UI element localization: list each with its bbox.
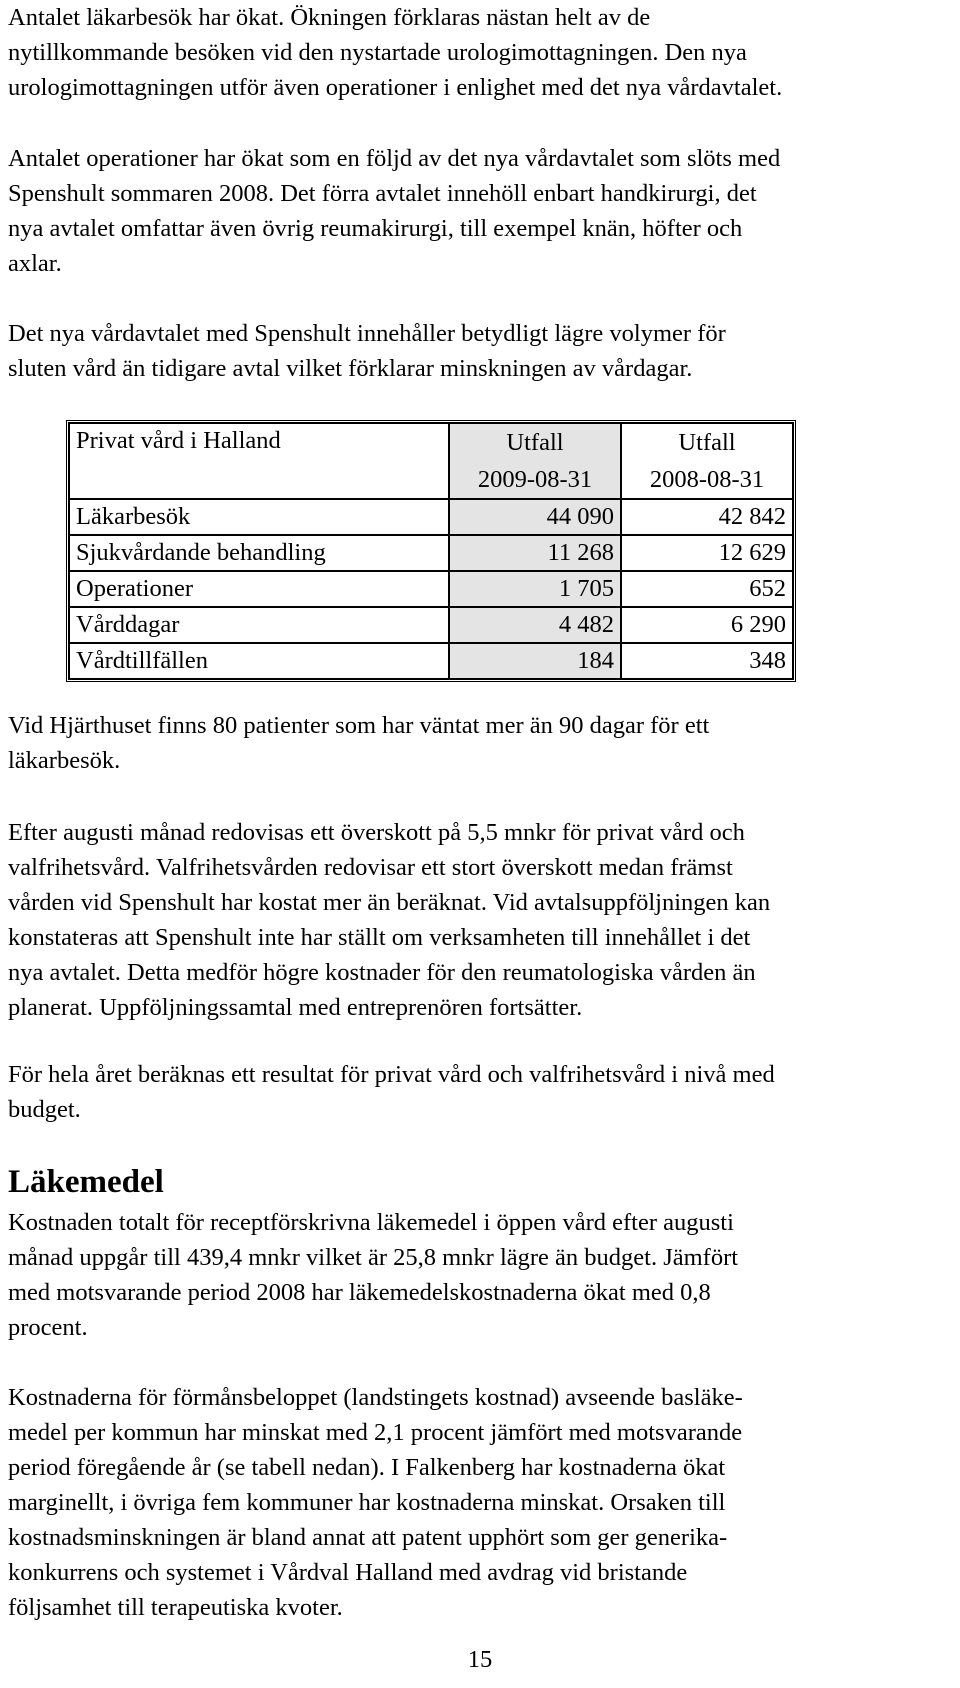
value-2008: 6 290 (621, 607, 793, 643)
paragraph-benefit-costs (8, 1380, 938, 1625)
paragraph-operations (8, 141, 938, 281)
value-2009: 11 268 (449, 535, 621, 571)
text-line: Antalet operationer har ökat som en följd av det nya vårdavtalet som slöts med (8, 145, 781, 172)
text-line: procent. (8, 1314, 88, 1341)
text-line: marginellt, i övriga fem kommuner har kostnaderna minskat. Orsaken till (8, 1489, 726, 1516)
text-line: För hela året beräknas ett resultat för privat vård och valfrihetsvård i nivå med (8, 1061, 775, 1088)
text-line: Det nya vårdavtalet med Spenshult innehåller betydligt lägre volymer för (8, 320, 726, 347)
text-line: Efter augusti månad redovisas ett överskott på 5,5 mnkr för privat vård och (8, 819, 745, 846)
text-line: planerat. Uppföljningssamtal med entreprenören fortsätter. (8, 994, 583, 1021)
text-line: Spenshult sommaren 2008. Det förra avtalet innehöll enbart handkirurgi, det (8, 180, 757, 207)
paragraph-year-result (8, 1057, 938, 1127)
text-line: valfrihetsvård. Valfrihetsvården redovisar ett stort överskott medan främst (8, 854, 733, 881)
paragraph-heart-center (8, 708, 938, 778)
text-line: Antalet läkarbesök har ökat. Ökningen förklaras nästan helt av de (8, 4, 651, 31)
text-line: nya avtalet omfattar även övrig reumakirurgi, till exempel knän, höfter och (8, 215, 743, 242)
paragraph-drug-costs (8, 1205, 938, 1345)
paragraph-doctor-visits (8, 0, 938, 105)
row-label: Läkarbesök (69, 499, 449, 535)
section-heading: Läkemedel (8, 1164, 164, 1200)
header-line: Utfall (506, 429, 564, 456)
text-line: med motsvarande period 2008 har läkemedelskostnaderna ökat med 0,8 (8, 1279, 711, 1306)
text-line: läkarbesök. (8, 747, 121, 774)
table-row (69, 607, 793, 643)
row-label: Vårdtillfällen (69, 643, 449, 679)
table-header-row (69, 423, 793, 499)
row-label: Vårddagar (69, 607, 449, 643)
value-2008: 42 842 (621, 499, 793, 535)
table-row (69, 571, 793, 607)
text-line: månad uppgår till 439,4 mnkr vilket är 25,8 mnkr lägre än budget. Jämfört (8, 1244, 739, 1271)
paragraph-care-agreement (8, 316, 938, 386)
text-line: medel per kommun har minskat med 2,1 procent jämfört med motsvarande (8, 1419, 743, 1446)
header-line: 2009-08-31 (477, 466, 593, 493)
value-2008: 348 (621, 643, 793, 679)
value-2009: 44 090 (449, 499, 621, 535)
paragraph-surplus (8, 815, 938, 1025)
text-line: nya avtalet. Detta medför högre kostnader för den reumatologiska vården än (8, 959, 756, 986)
text-line: budget. (8, 1096, 81, 1123)
value-2008: 12 629 (621, 535, 793, 571)
text-line: följsamhet till terapeutiska kvoter. (8, 1594, 343, 1621)
table-header-label: Privat vård i Halland (69, 423, 449, 499)
text-line: period föregående år (se tabell nedan). I Falkenberg har kostnaderna ökat (8, 1454, 726, 1481)
text-line: konstateras att Spenshult inte har ställt om verksamheten till innehållet i det (8, 924, 751, 951)
header-line: Utfall (678, 429, 736, 456)
page-number: 15 (467, 1646, 493, 1673)
text-line: Vid Hjärthuset finns 80 patienter som har väntat mer än 90 dagar för ett (8, 712, 710, 739)
value-2009: 1 705 (449, 571, 621, 607)
row-label: Operationer (69, 571, 449, 607)
table-header-2008 (621, 423, 793, 499)
table-row (69, 643, 793, 679)
text-line: urologimottagningen utför även operationer i enlighet med det nya vårdavtalet. (8, 74, 783, 101)
table-header-2009 (449, 423, 621, 499)
text-line: axlar. (8, 250, 62, 277)
table-row (69, 535, 793, 571)
text-line: sluten vård än tidigare avtal vilket förklarar minskningen av vårdagar. (8, 355, 693, 382)
value-2009: 184 (449, 643, 621, 679)
text-line: vården vid Spenshult har kostat mer än beräknat. Vid avtalsuppföljningen kan (8, 889, 771, 916)
text-line: nytillkommande besöken vid den nystartade urologimottagningen. Den nya (8, 39, 747, 66)
row-label: Sjukvårdande behandling (69, 535, 449, 571)
text-line: Kostnaderna för förmånsbeloppet (landstingets kostnad) avseende basläke- (8, 1384, 743, 1411)
text-line: Kostnaden totalt för receptförskrivna läkemedel i öppen vård efter augusti (8, 1209, 734, 1236)
value-2008: 652 (621, 571, 793, 607)
header-line: 2008-08-31 (649, 466, 765, 493)
text-line: kostnadsminskningen är bland annat att patent upphört som ger generika- (8, 1524, 728, 1551)
value-2009: 4 482 (449, 607, 621, 643)
text-line: konkurrens och systemet i Vårdval Halland med avdrag vid bristande (8, 1559, 688, 1586)
table-row (69, 499, 793, 535)
private-care-table (66, 420, 796, 682)
